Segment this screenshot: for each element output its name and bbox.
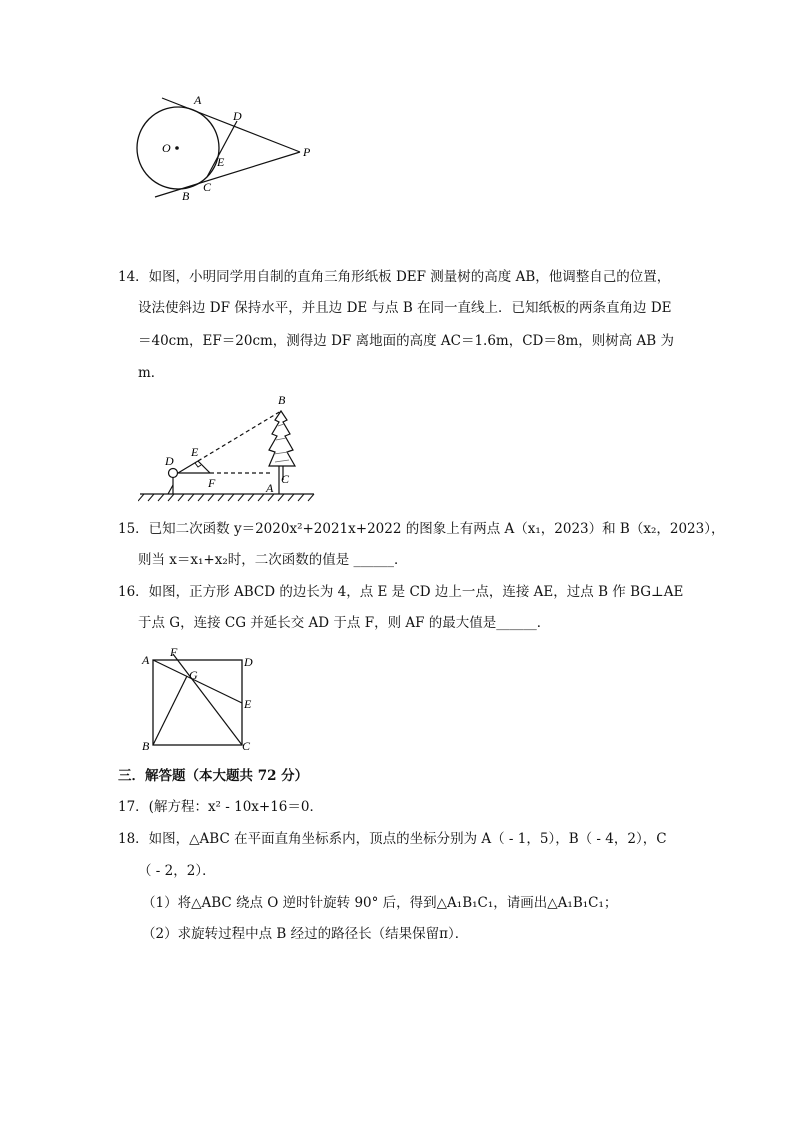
q18-line-1: 18．如图，△ABC 在平面直角坐标系内，顶点的坐标分别为 A（ - 1，5），B（ - 4，2），C (118, 831, 667, 847)
label-f: F (208, 476, 216, 490)
q14-line-2: 设法使斜边 DF 保持水平，并且边 DE 与点 B 在同一直线上．已知纸板的两条直角边 DE (138, 300, 672, 316)
label-e: E (244, 697, 252, 711)
person-leg (168, 485, 173, 494)
q14-line-1: 14．如图，小明同学用自制的直角三角形纸板 DEF 测量树的高度 AB，他调整自己的位置， (118, 269, 671, 285)
q16-line-1: 16．如图，正方形 ABCD 的边长为 4，点 E 是 CD 边上一点，连接 AE，过点 B 作 BG⊥AE (118, 584, 684, 600)
label-d: D (244, 655, 253, 669)
q16-line-2: 于点 G，连接 CG 并延长交 AD 于点 F，则 AF 的最大值是______． (138, 615, 551, 631)
label-a: A (266, 481, 274, 495)
segment-bg (153, 676, 187, 745)
label-a: A (194, 93, 202, 107)
q18-part-1: （1）将△ABC 绕点 O 逆时针旋转 90° 后，得到△A₁B₁C₁，请画出△A₁B₁C₁； (142, 895, 618, 911)
q18-line-2: （ - 2，2）． (138, 863, 216, 879)
sight-line (198, 411, 281, 461)
tangent-pb (155, 152, 300, 197)
label-e: E (217, 155, 225, 169)
center-point (175, 146, 179, 150)
label-p: P (303, 145, 311, 159)
label-b: B (182, 189, 190, 203)
q17-line: 17．(解方程：x² - 10x+16＝0． (118, 799, 323, 815)
tangent-pa (162, 98, 300, 152)
q14-line-3: ＝40cm，EF＝20cm，测得边 DF 离地面的高度 AC＝1.6m，CD＝8m，则树高 AB 为 (138, 333, 675, 349)
q15-line-1: 15．已知二次函数 y＝2020x²+2021x+2022 的图象上有两点 A（x₁，2023）和 B（x₂，2023）， (118, 521, 725, 537)
board-de (178, 461, 198, 473)
person-head (169, 469, 178, 478)
label-c: C (242, 739, 251, 753)
label-c: C (203, 180, 212, 194)
label-c: C (281, 472, 290, 486)
label-d: D (233, 109, 242, 123)
circle-tangent-figure (130, 88, 330, 208)
section-heading: 三．解答题（本大题共 72 分） (118, 768, 309, 784)
label-b: B (142, 739, 150, 753)
label-o: O (162, 141, 171, 155)
square-figure (138, 644, 268, 756)
board-ef (198, 461, 210, 473)
label-f: F (170, 645, 178, 659)
ground-hatch (138, 494, 314, 501)
q18-part-2: （2）求旋转过程中点 B 经过的路径长（结果保留π）． (142, 926, 469, 942)
label-e: E (191, 445, 199, 459)
label-d: D (165, 454, 174, 468)
label-a: A (142, 653, 150, 667)
q15-line-2: 则当 x＝x₁+x₂时，二次函数的值是 ______． (138, 552, 408, 568)
label-b: B (278, 393, 286, 407)
tree-measure-figure (138, 390, 318, 508)
q14-line-4: m． (138, 365, 165, 381)
label-g: G (189, 668, 198, 682)
segment-cf (173, 654, 242, 745)
